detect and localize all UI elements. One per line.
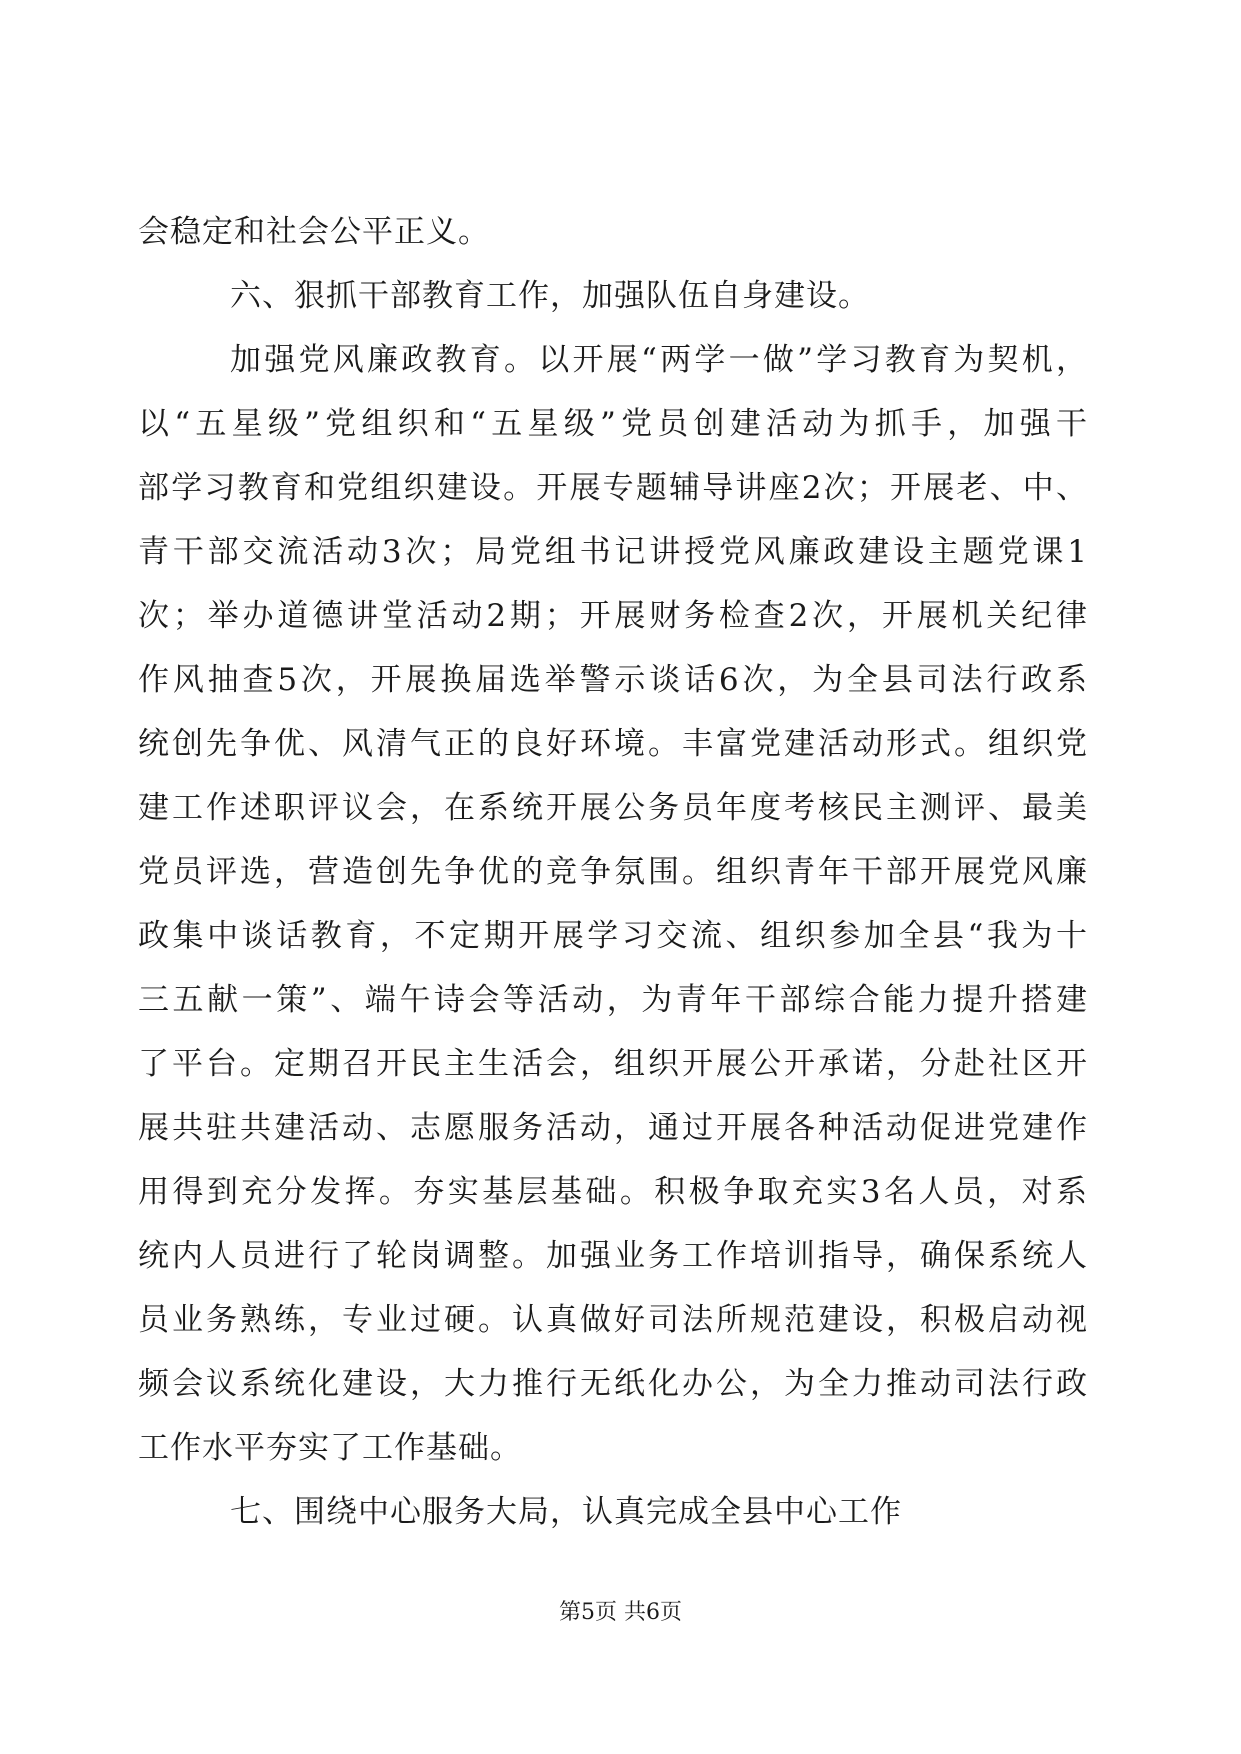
paragraph-line-15: 统内人员进行了轮岗调整。加强业务工作培训指导，确保系统人 <box>138 1238 1088 1274</box>
section-heading-6: 六、狠抓干部教育工作，加强队伍自身建设。 <box>230 278 870 314</box>
paragraph-line-1: 加强党风廉政教育。以开展“两学一做”学习教育为契机， <box>230 342 1088 378</box>
paragraph-line-3: 部学习教育和党组织建设。开展专题辅导讲座2次；开展老、中、 <box>138 470 1088 506</box>
paragraph-line-6: 作风抽查5次，开展换届选举警示谈话6次，为全县司法行政系 <box>138 662 1088 698</box>
paragraph-line-11: 三五献一策”、端午诗会等活动，为青年干部综合能力提升搭建 <box>138 982 1088 1018</box>
paragraph-line-5: 次；举办道德讲堂活动2期；开展财务检查2次，开展机关纪律 <box>138 598 1088 634</box>
paragraph-line-4: 青干部交流活动3次；局党组书记讲授党风廉政建设主题党课1 <box>138 534 1088 570</box>
paragraph-line-12: 了平台。定期召开民主生活会，组织开展公开承诺，分赴社区开 <box>138 1046 1088 1082</box>
paragraph-line-18: 工作水平夯实了工作基础。 <box>138 1430 522 1466</box>
paragraph-line-7: 统创先争优、风清气正的良好环境。丰富党建活动形式。组织党 <box>138 726 1088 762</box>
paragraph-line-13: 展共驻共建活动、志愿服务活动，通过开展各种活动促进党建作 <box>138 1110 1088 1146</box>
section-heading-7: 七、围绕中心服务大局，认真完成全县中心工作 <box>230 1494 902 1530</box>
body-text <box>138 200 1088 1544</box>
paragraph-line-2: 以“五星级”党组织和“五星级”党员创建活动为抓手，加强干 <box>138 406 1088 442</box>
paragraph-line-17: 频会议系统化建设，大力推行无纸化办公，为全力推动司法行政 <box>138 1366 1088 1402</box>
paragraph-line-16: 员业务熟练，专业过硬。认真做好司法所规范建设，积极启动视 <box>138 1302 1088 1338</box>
text-line-1: 会稳定和社会公平正义。 <box>138 214 490 250</box>
paragraph-line-8: 建工作述职评议会，在系统开展公务员年度考核民主测评、最美 <box>138 790 1088 826</box>
paragraph-line-14: 用得到充分发挥。夯实基层基础。积极争取充实3名人员，对系 <box>138 1174 1088 1210</box>
paragraph-line-10: 政集中谈话教育，不定期开展学习交流、组织参加全县“我为十 <box>138 918 1088 954</box>
paragraph-line-9: 党员评选，营造创先争优的竞争氛围。组织青年干部开展党风廉 <box>138 854 1088 890</box>
page-number-footer: 第5页 共6页 <box>559 1600 682 1625</box>
